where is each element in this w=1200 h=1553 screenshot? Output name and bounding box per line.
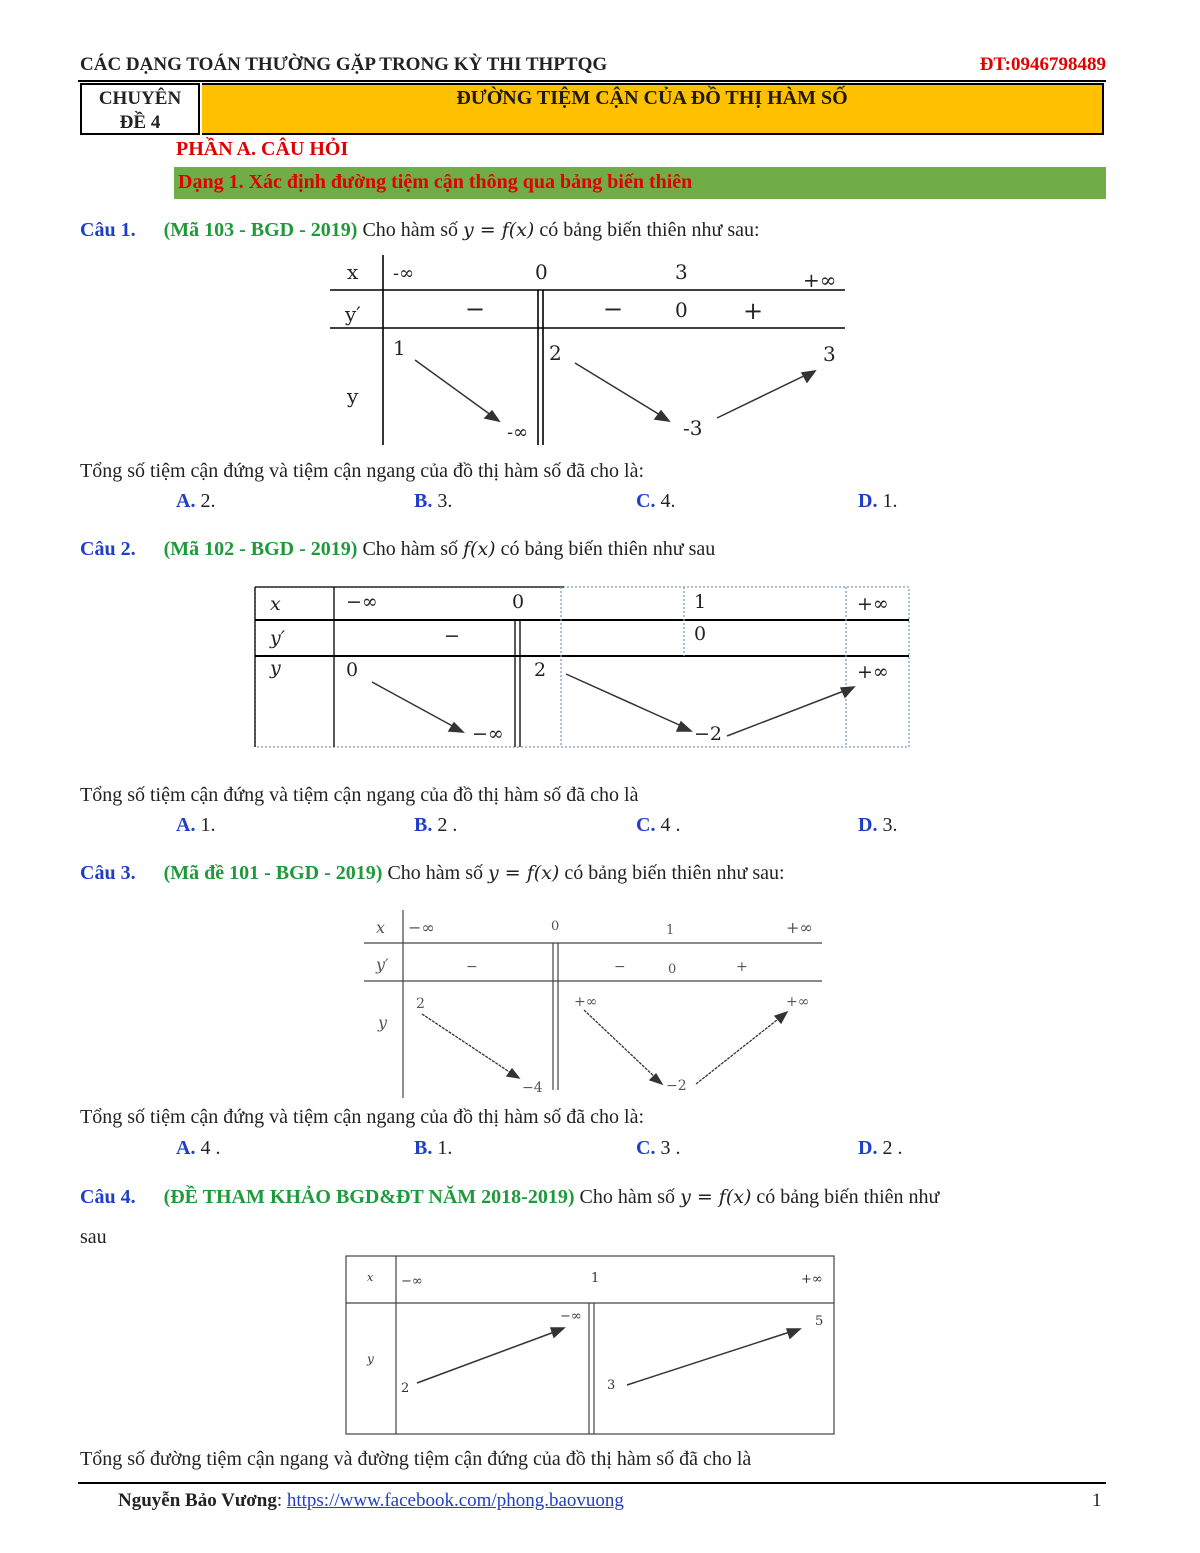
question-text: có bảng biến thiên như sau (500, 538, 716, 560)
option-key: B. (414, 814, 433, 836)
option-value: 1. (882, 490, 898, 512)
table-label-y: y (367, 1352, 374, 1366)
arrow-down (566, 674, 686, 728)
table-yp-sign: − (466, 959, 478, 975)
option-key: B. (414, 490, 433, 512)
option-value: 1. (200, 814, 216, 836)
question-source: (Mã 102 - BGD - 2019) (163, 538, 358, 560)
question-text: có bảng biến thiên như sau: (539, 219, 760, 241)
option-value: 2 . (882, 1137, 903, 1159)
question-number: Câu 1. (80, 219, 136, 241)
arrow-up (696, 1016, 782, 1084)
question-text: Cho hàm số (579, 1186, 676, 1208)
table-x-value: +∞ (857, 593, 889, 615)
table-label-yp: y′ (270, 627, 286, 649)
table-yp-sign: − (614, 959, 626, 975)
table-x-value: 0 (551, 919, 560, 934)
part-title: PHẦN A. CÂU HỎI (176, 138, 349, 160)
header-title: CÁC DẠNG TOÁN THƯỜNG GẶP TRONG KỲ THI THPTQG (80, 54, 608, 75)
table-y-value: -3 (683, 416, 703, 440)
question-1-line (80, 219, 760, 242)
table-y-value: 0 (346, 659, 359, 681)
table-y-value: 3 (607, 1378, 616, 1393)
option-c[interactable] (636, 1137, 680, 1160)
arrow-up (417, 1331, 557, 1383)
option-c[interactable] (636, 814, 680, 837)
table-label-x: x (367, 1271, 374, 1284)
table-y-value: 2 (416, 996, 425, 1012)
question-number: Câu 3. (80, 862, 136, 884)
option-d[interactable] (858, 490, 897, 513)
option-value: 3. (882, 814, 898, 836)
option-c[interactable] (636, 490, 675, 513)
option-key: B. (414, 1137, 433, 1159)
question-prompt: Tổng số tiệm cận đứng và tiệm cận ngang của đồ thị hàm số đã cho là (80, 784, 639, 806)
table-label-yp: y′ (345, 302, 361, 326)
arrow-up (627, 1331, 793, 1385)
table-label-y: y (270, 657, 281, 679)
question-text: có bảng biến thiên như sau: (564, 862, 785, 884)
arrow-down (415, 360, 495, 418)
table-x-value: 1 (666, 923, 675, 938)
table-x-value: −∞ (401, 1274, 423, 1289)
chapter-title: ĐƯỜNG TIỆM CẬN CỦA ĐỒ THỊ HÀM SỐ (202, 83, 1104, 135)
footer-link[interactable]: https://www.facebook.com/phong.baovuong (286, 1490, 624, 1511)
option-key: A. (176, 1137, 196, 1159)
table-x-value: 3 (675, 260, 688, 284)
header-phone: ĐT:0946798489 (979, 54, 1106, 75)
option-value: 2. (200, 490, 216, 512)
question-number: Câu 4. (80, 1186, 136, 1208)
option-b[interactable] (414, 814, 457, 837)
table-x-value: 1 (694, 591, 707, 613)
arrow-up (727, 689, 849, 736)
table-x-value: -∞ (393, 263, 415, 284)
question-source: (ĐỀ THAM KHẢO BGD&ĐT NĂM 2018-2019) (163, 1186, 575, 1208)
option-key: C. (636, 490, 656, 512)
question-3-line (80, 862, 785, 885)
option-d[interactable] (858, 1137, 902, 1160)
question-text: Cho hàm số (362, 538, 458, 560)
option-key: C. (636, 814, 656, 836)
option-value: 3. (437, 490, 453, 512)
option-key: D. (858, 490, 878, 512)
option-b[interactable] (414, 490, 452, 513)
table-x-value: 1 (591, 1271, 600, 1286)
table-x-value: 0 (535, 260, 548, 284)
table-yp-sign: + (743, 297, 764, 325)
table-label-x: x (347, 260, 359, 284)
option-a[interactable] (176, 814, 215, 837)
option-b[interactable] (414, 1137, 452, 1160)
variation-table-3 (362, 910, 827, 1100)
table-y-value: 2 (534, 659, 547, 681)
table-label-y: y (347, 384, 359, 408)
table-y-value: 5 (815, 1314, 824, 1329)
table-y-value: 1 (393, 336, 406, 360)
option-key: D. (858, 814, 878, 836)
footer-separator: : (276, 1490, 283, 1511)
table-yp-sign: 0 (694, 623, 707, 645)
page-number: 1 (1092, 1490, 1102, 1511)
arrow-down (422, 1014, 514, 1075)
table-yp-sign: 0 (668, 962, 677, 977)
option-value: 3 . (660, 1137, 681, 1159)
table-yp-sign: − (465, 295, 486, 323)
chapter-label-line2: ĐỀ 4 (119, 112, 161, 133)
arrow-down (575, 363, 665, 418)
variation-table-2 (254, 586, 910, 751)
table-x-value: +∞ (803, 268, 837, 292)
table-x-value: 0 (512, 591, 525, 613)
option-value: 1. (437, 1137, 453, 1159)
variation-table-4 (345, 1255, 837, 1437)
question-2-line (80, 538, 715, 561)
table-y-value: 2 (401, 1381, 410, 1396)
question-math: y = f(x) (680, 1186, 752, 1208)
table-label-x: x (270, 593, 281, 615)
option-a[interactable] (176, 1137, 220, 1160)
question-prompt: Tổng số tiệm cận đứng và tiệm cận ngang của đồ thị hàm số đã cho là: (80, 1106, 645, 1128)
arrow-down (584, 1010, 658, 1080)
arrow-up (717, 373, 810, 418)
option-a[interactable] (176, 490, 215, 513)
table-y-value: +∞ (857, 661, 889, 683)
question-math: y = f(x) (488, 862, 560, 884)
table-x-value: −∞ (408, 918, 435, 937)
option-value: 4 . (200, 1137, 221, 1159)
question-prompt: Tổng số đường tiệm cận ngang và đường tiệm cận đứng của đồ thị hàm số đã cho là (80, 1448, 752, 1470)
table-label-x: x (376, 918, 386, 937)
option-d[interactable] (858, 814, 897, 837)
table-yp-sign: + (736, 959, 748, 975)
table-y-value: +∞ (786, 994, 810, 1010)
option-key: D. (858, 1137, 878, 1159)
table-x-value: +∞ (786, 918, 813, 937)
option-value: 2 . (437, 814, 458, 836)
option-key: A. (176, 814, 196, 836)
table-yp-sign: − (444, 625, 460, 647)
table-x-value: +∞ (801, 1272, 823, 1287)
question-text: có bảng biến thiên như (756, 1186, 940, 1208)
table-yp-sign: − (603, 295, 624, 323)
table-yp-sign: 0 (675, 298, 688, 322)
page-footer (118, 1490, 624, 1512)
table-y-value: +∞ (574, 994, 598, 1010)
table-x-value: −∞ (346, 591, 378, 613)
footer-divider (78, 1482, 1106, 1484)
footer-author: Nguyễn Bảo Vương (118, 1490, 277, 1511)
question-prompt: Tổng số tiệm cận đứng và tiệm cận ngang của đồ thị hàm số đã cho là: (80, 460, 645, 482)
table-y-value: −2 (694, 723, 723, 745)
option-value: 4 . (660, 814, 681, 836)
question-text: Cho hàm số (362, 219, 458, 241)
question-source: (Mã 103 - BGD - 2019) (163, 219, 358, 241)
option-key: A. (176, 490, 196, 512)
question-number: Câu 2. (80, 538, 136, 560)
table-y-value: −4 (522, 1080, 543, 1096)
chapter-label-line1: CHUYÊN (98, 88, 182, 109)
variation-table-1 (325, 255, 855, 450)
table-y-value: 3 (823, 342, 836, 366)
arrow-down (372, 682, 458, 729)
header-divider (78, 80, 1106, 82)
table-label-yp: y′ (376, 955, 389, 974)
option-key: C. (636, 1137, 656, 1159)
section-title: Dạng 1. Xác định đường tiệm cận thông qua bảng biến thiên (174, 167, 1106, 199)
question-4-line (80, 1186, 1106, 1209)
question-math: y = f(x) (463, 219, 535, 241)
question-source: (Mã đề 101 - BGD - 2019) (163, 862, 383, 884)
option-value: 4. (660, 490, 676, 512)
table-label-y: y (378, 1013, 388, 1032)
table-y-value: 2 (549, 341, 562, 365)
chapter-label (80, 83, 200, 135)
question-math: f(x) (463, 538, 496, 560)
question-text: Cho hàm số (387, 862, 483, 884)
table-y-value: −∞ (472, 723, 504, 745)
question-text-wrap: sau (80, 1226, 107, 1248)
page-header (80, 54, 1106, 80)
table-y-value: -∞ (507, 422, 529, 443)
table-y-value: −∞ (560, 1309, 582, 1324)
table-y-value: −2 (666, 1078, 687, 1094)
